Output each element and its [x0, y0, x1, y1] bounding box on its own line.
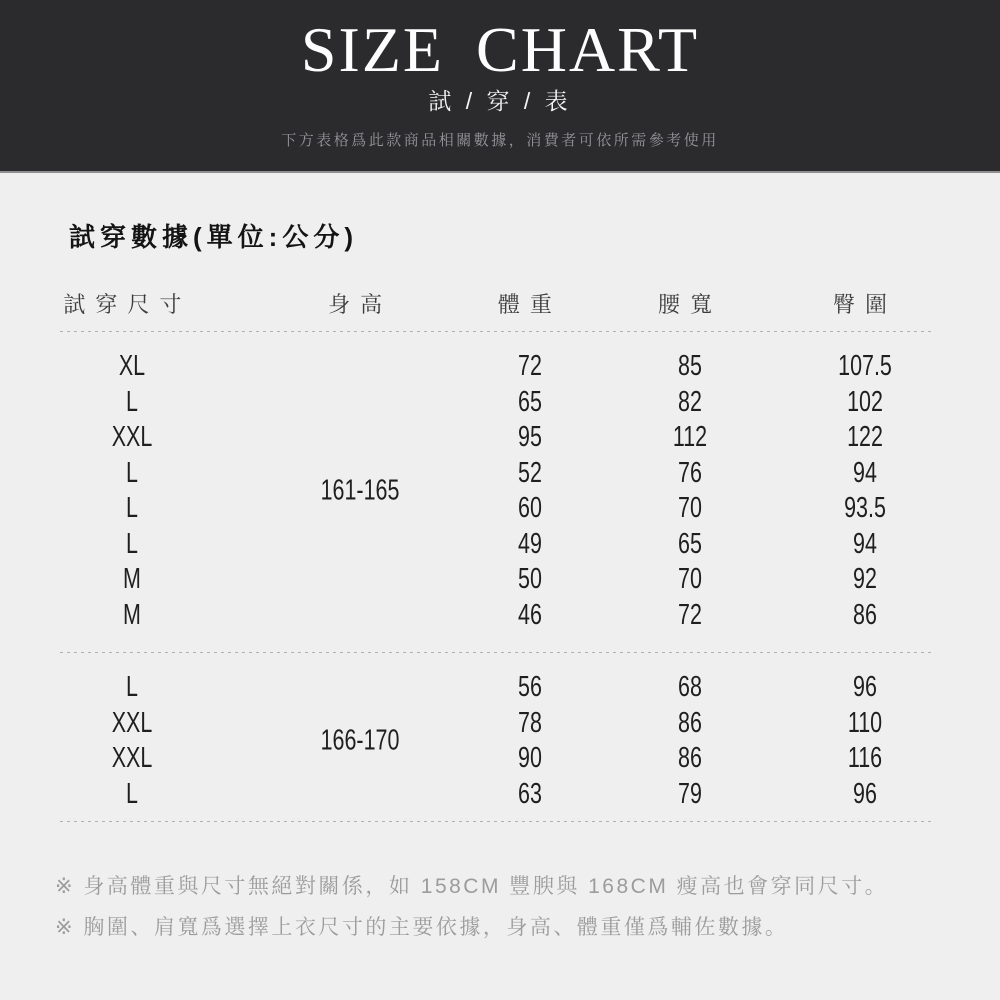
cell-hip: 96 [853, 777, 877, 810]
cell-hip: 116 [847, 742, 883, 774]
table-row [60, 562, 935, 598]
height-group [60, 332, 935, 633]
cell-waist: 85 [678, 350, 702, 382]
column-header-weight: 體重 [497, 292, 562, 317]
cell-weight: 49 [517, 527, 542, 560]
cell-weight: 90 [517, 742, 542, 774]
cell-waist: 72 [678, 598, 702, 631]
cell-size: L [125, 456, 138, 489]
cell-size: XXL [111, 421, 153, 453]
cell-waist: 76 [678, 456, 702, 489]
cell-size: M [122, 563, 141, 595]
size-table [60, 290, 935, 822]
cell-size: L [125, 492, 138, 524]
cell-size: XL [118, 350, 145, 382]
cell-size: L [125, 671, 138, 703]
cell-hip: 94 [853, 527, 877, 560]
column-header-waist: 腰寬 [657, 292, 723, 317]
cell-weight: 65 [517, 385, 542, 418]
cell-waist: 86 [678, 742, 702, 774]
cell-weight: 46 [517, 598, 542, 631]
table-row [60, 349, 935, 385]
cell-size: XXL [111, 742, 153, 774]
height-group-rows [60, 349, 935, 633]
footnote-line: ※ 胸圍、肩寬爲選擇上衣尺寸的主要依據，身高、體重僅爲輔佐數據。 [55, 916, 789, 939]
table-row [60, 670, 935, 706]
table-bottom-divider [60, 821, 935, 822]
cell-waist: 70 [678, 563, 702, 595]
footnote-line: ※ 身高體重與尺寸無絕對關係，如 158CM 豐腴與 168CM 瘦高也會穿同尺寸。 [55, 875, 889, 898]
cell-hip: 107.5 [838, 350, 892, 382]
cell-waist: 79 [678, 777, 702, 810]
column-header-height: 身高 [328, 292, 393, 317]
table-row [60, 385, 935, 421]
height-group [60, 653, 935, 812]
cell-size: XXL [111, 706, 153, 739]
hero-description: 下方表格爲此款商品相關數據，消費者可依所需參考使用 [281, 132, 719, 149]
cell-hip: 96 [853, 671, 877, 703]
column-header-size: 試穿尺寸 [63, 292, 192, 317]
cell-hip: 122 [847, 421, 883, 453]
cell-weight: 78 [517, 706, 542, 739]
table-body [60, 332, 935, 822]
table-row [60, 706, 935, 742]
cell-hip: 92 [853, 563, 877, 595]
hero-title: SIZE CHART [300, 14, 700, 85]
cell-size: L [125, 527, 138, 560]
cell-waist: 70 [678, 492, 702, 524]
table-row [60, 527, 935, 563]
table-row [60, 456, 935, 492]
footnotes [55, 866, 888, 948]
hero-subtitle: 試 / 穿 / 表 [428, 88, 572, 114]
table-row [60, 420, 935, 456]
cell-weight: 56 [517, 671, 542, 703]
cell-hip: 102 [847, 385, 883, 418]
table-row [60, 598, 935, 634]
cell-waist: 65 [678, 527, 702, 560]
cell-waist: 112 [672, 421, 708, 453]
cell-weight: 72 [517, 350, 542, 382]
cell-size: M [122, 598, 141, 631]
cell-weight: 95 [517, 421, 542, 453]
table-row [60, 491, 935, 527]
cell-weight: 60 [517, 492, 542, 524]
cell-waist: 82 [678, 385, 702, 418]
column-header-hip: 臀圍 [832, 292, 898, 317]
cell-hip: 110 [847, 706, 883, 739]
height-group-rows [60, 670, 935, 812]
hero-banner [0, 0, 1000, 173]
cell-size: L [125, 385, 138, 418]
cell-hip: 94 [853, 456, 877, 489]
cell-weight: 52 [517, 456, 542, 489]
table-row [60, 741, 935, 777]
cell-waist: 86 [678, 706, 702, 739]
cell-waist: 68 [678, 671, 702, 703]
table-header-row [60, 290, 935, 331]
cell-weight: 63 [517, 777, 542, 810]
cell-height-range: 166-170 [320, 724, 400, 757]
section-title: 試穿數據(單位:公分) [69, 222, 358, 252]
cell-hip: 86 [853, 598, 877, 631]
cell-size: L [125, 777, 138, 810]
cell-height-range: 161-165 [320, 474, 400, 507]
cell-weight: 50 [517, 563, 542, 595]
cell-hip: 93.5 [844, 492, 886, 524]
table-row [60, 777, 935, 813]
